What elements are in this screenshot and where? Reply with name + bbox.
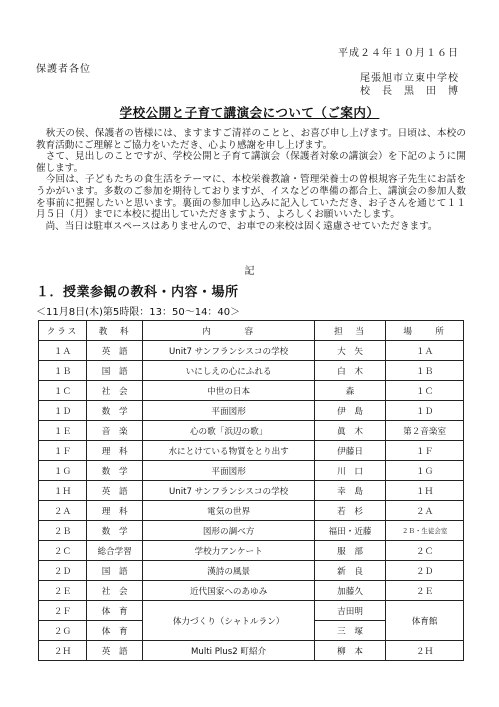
cell-class: １Ｅ bbox=[39, 421, 87, 441]
cell-teacher: 吉田明 bbox=[314, 601, 385, 621]
cell-subject: 数 学 bbox=[86, 461, 142, 481]
body-paragraph-1: 秋天の侯、保護者の皆様には、ますますご清祥のことと、お喜び申し上げます。日頃は、本校の教育活動にご理解とご協力をいただき、心より感謝を申し上げます。 bbox=[36, 128, 466, 151]
table-row bbox=[39, 401, 464, 421]
cell-class: １Ｃ bbox=[39, 381, 87, 401]
cell-teacher: 新 良 bbox=[314, 561, 385, 581]
table-row bbox=[39, 581, 464, 601]
cell-content: 図形の調べ方 bbox=[143, 521, 314, 541]
cell-class: ２Ｂ bbox=[39, 521, 87, 541]
ki-mark: 記 bbox=[244, 266, 255, 277]
cell-subject: 総合学習 bbox=[86, 541, 142, 561]
cell-class: １Ｂ bbox=[39, 361, 87, 381]
cell-teacher: 森 bbox=[314, 381, 385, 401]
issue-date: 平成２４年１０月１６日 bbox=[338, 48, 459, 59]
cell-class: １Ｇ bbox=[39, 461, 87, 481]
cell-teacher: 柳 本 bbox=[314, 641, 385, 661]
cell-class: １Ａ bbox=[39, 341, 87, 361]
cell-class: １Ｈ bbox=[39, 481, 87, 501]
schedule-line: ＜11月8日(木)第5時限：13：50～14：40＞ bbox=[36, 307, 241, 318]
cell-class: ２Ｈ bbox=[39, 641, 87, 661]
cell-place: １Ａ bbox=[386, 341, 464, 361]
header-content: 内 容 bbox=[143, 321, 314, 341]
cell-place: １Ｆ bbox=[386, 441, 464, 461]
cell-subject: 国 語 bbox=[86, 361, 142, 381]
cell-content: 電気の世界 bbox=[143, 501, 314, 521]
cell-content: 水にとけている物質をとり出す bbox=[143, 441, 314, 461]
cell-place: 第２音楽室 bbox=[386, 421, 464, 441]
cell-place: 体育館 bbox=[386, 601, 464, 641]
cell-subject: 数 学 bbox=[86, 521, 142, 541]
cell-class: ２Ｆ bbox=[39, 601, 87, 621]
table-row bbox=[39, 461, 464, 481]
cell-teacher: 服 部 bbox=[314, 541, 385, 561]
cell-subject: 体 育 bbox=[86, 601, 142, 621]
cell-content: 中世の日本 bbox=[143, 381, 314, 401]
cell-teacher: 伊 島 bbox=[314, 401, 385, 421]
cell-subject: 理 科 bbox=[86, 501, 142, 521]
header-class: クラス bbox=[39, 321, 87, 341]
cell-content: 体力づくり（シャトルラン） bbox=[143, 601, 314, 641]
cell-place: ２Ｂ・生徒会室 bbox=[386, 521, 464, 541]
table-row bbox=[39, 361, 464, 381]
document-title bbox=[0, 103, 499, 121]
header-subject: 教 科 bbox=[86, 321, 142, 341]
table-row bbox=[39, 501, 464, 521]
letter-body bbox=[36, 128, 466, 232]
cell-content: 心の歌「浜辺の歌」 bbox=[143, 421, 314, 441]
header-place: 場 所 bbox=[386, 321, 464, 341]
cell-content: 平面図形 bbox=[143, 461, 314, 481]
cell-content: いにしえの心にふれる bbox=[143, 361, 314, 381]
cell-place: １Ｄ bbox=[386, 401, 464, 421]
cell-place: １Ｂ bbox=[386, 361, 464, 381]
cell-teacher: 川 口 bbox=[314, 461, 385, 481]
body-paragraph-4: 尚、当日は駐車スペースはありませんので、お車での来校は固く遠慮させていただきます。 bbox=[36, 220, 438, 232]
cell-subject: 社 会 bbox=[86, 381, 142, 401]
cell-teacher: 大 矢 bbox=[314, 341, 385, 361]
cell-subject: 国 語 bbox=[86, 561, 142, 581]
cell-place: １Ｇ bbox=[386, 461, 464, 481]
table-row bbox=[39, 601, 464, 621]
body-paragraph-3: 今回は、子どもたちの食生活をテーマに、本校栄養教諭・管理栄養士の曽根規容子先生にお話をうかがいます。多数のご参加を期待しておりますが、イスなどの準備の都合上、講演会の参加人数を事前に把握したいと思います。裏面の参加申し込みに記入していただき、お子さんを通じて１１月５日（月）までに本校に提出していただきますよう、よろしくお願いいたします。 bbox=[36, 174, 466, 221]
cell-place: １Ｃ bbox=[386, 381, 464, 401]
cell-content: 漢詩の風景 bbox=[143, 561, 314, 581]
cell-teacher: 加藤久 bbox=[314, 581, 385, 601]
cell-content: Unit7 サンフランシスコの学校 bbox=[143, 341, 314, 361]
cell-subject: 英 語 bbox=[86, 641, 142, 661]
cell-class: １Ｄ bbox=[39, 401, 87, 421]
class-table bbox=[38, 320, 464, 661]
cell-teacher: 三 塚 bbox=[314, 621, 385, 641]
table-row bbox=[39, 341, 464, 361]
cell-place: ２Ｈ bbox=[386, 641, 464, 661]
body-paragraph-2: さて、見出しのことですが、学校公開と子育て講演会（保護者対象の講演会）を下記のように開催します。 bbox=[36, 151, 466, 174]
table-row bbox=[39, 641, 464, 661]
cell-subject: 英 語 bbox=[86, 341, 142, 361]
table-row bbox=[39, 481, 464, 501]
cell-subject: 数 学 bbox=[86, 401, 142, 421]
cell-teacher: 福田・近藤 bbox=[314, 521, 385, 541]
cell-place: ２Ｅ bbox=[386, 581, 464, 601]
cell-content: Multi Plus2 町紹介 bbox=[143, 641, 314, 661]
cell-subject: 英 語 bbox=[86, 481, 142, 501]
cell-place: ２Ａ bbox=[386, 501, 464, 521]
table-row bbox=[39, 561, 464, 581]
principal-name: 校 長 黒 田 博 bbox=[360, 86, 459, 97]
table-row bbox=[39, 421, 464, 441]
recipient: 保護者各位 bbox=[36, 64, 91, 75]
cell-content: 学校力アンケート bbox=[143, 541, 314, 561]
cell-content: Unit7 サンフランシスコの学校 bbox=[143, 481, 314, 501]
cell-subject: 音 楽 bbox=[86, 421, 142, 441]
cell-place: ２Ｄ bbox=[386, 561, 464, 581]
document-title-text: 学校公開と子育て講演会について（ご案内） bbox=[119, 105, 380, 120]
sender-block bbox=[360, 72, 459, 98]
cell-class: ２Ａ bbox=[39, 501, 87, 521]
cell-class: ２Ｃ bbox=[39, 541, 87, 561]
table-row bbox=[39, 441, 464, 461]
cell-teacher: 眞 木 bbox=[314, 421, 385, 441]
cell-teacher: 若 杉 bbox=[314, 501, 385, 521]
cell-class: １Ｆ bbox=[39, 441, 87, 461]
cell-subject: 体 育 bbox=[86, 621, 142, 641]
table-header-row bbox=[39, 321, 464, 341]
cell-teacher: 白 木 bbox=[314, 361, 385, 381]
cell-teacher: 幸 島 bbox=[314, 481, 385, 501]
cell-class: ２Ｇ bbox=[39, 621, 87, 641]
cell-subject: 社 会 bbox=[86, 581, 142, 601]
cell-class: ２Ｅ bbox=[39, 581, 87, 601]
cell-class: ２Ｄ bbox=[39, 561, 87, 581]
table-row bbox=[39, 381, 464, 401]
school-name: 尾張旭市立東中学校 bbox=[360, 73, 459, 84]
cell-place: １Ｈ bbox=[386, 481, 464, 501]
section-heading: １．授業参観の教科・内容・場所 bbox=[36, 285, 239, 300]
cell-content: 近代国家へのあゆみ bbox=[143, 581, 314, 601]
table-row bbox=[39, 541, 464, 561]
cell-subject: 理 科 bbox=[86, 441, 142, 461]
table-row bbox=[39, 521, 464, 541]
cell-content: 平面図形 bbox=[143, 401, 314, 421]
header-teacher: 担 当 bbox=[314, 321, 385, 341]
cell-place: ２Ｃ bbox=[386, 541, 464, 561]
cell-teacher: 伊藤日 bbox=[314, 441, 385, 461]
